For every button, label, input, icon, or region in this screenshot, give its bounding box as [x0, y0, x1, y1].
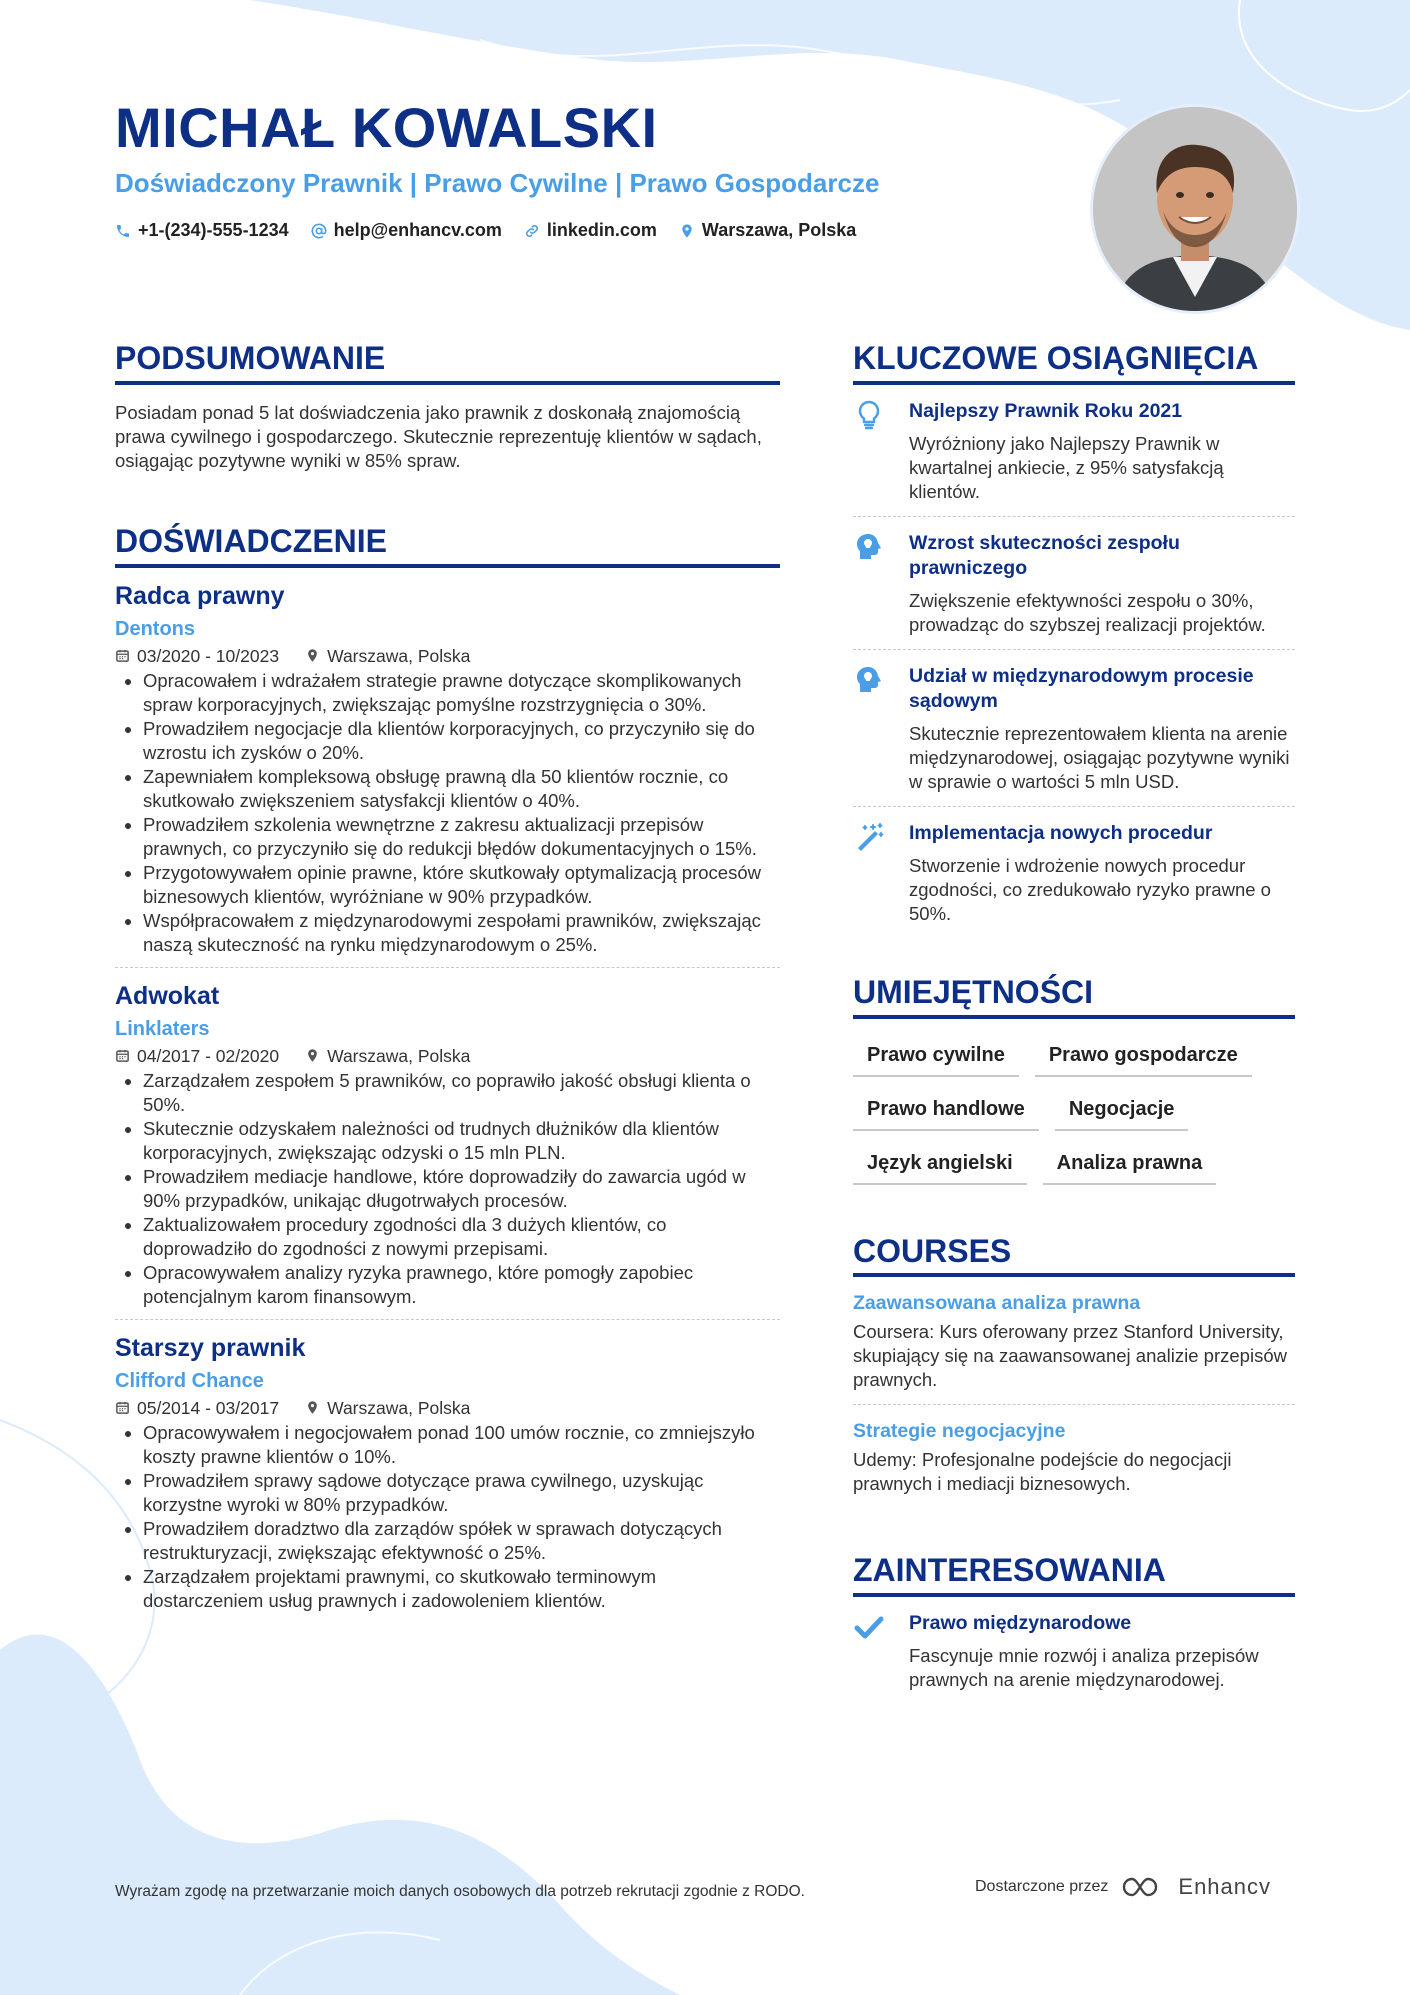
experience-title: DOŚWIADCZENIE: [115, 523, 780, 568]
contact-location: [679, 220, 856, 241]
list-item: • Opracowywałem i negocjowałem ponad 100 umów rocznie, co zmniejszyło koszty prawne klientów o 10%.: [143, 1421, 780, 1469]
list-item: • Zapewniałem kompleksową obsługę prawną dla 50 klientów rocznie, co skutkowało zwiększeniem satysfakcji klientów o 40%.: [143, 765, 780, 813]
list-item: • Zarządzałem zespołem 5 prawników, co poprawiło jakość obsługi klienta o 50%.: [143, 1069, 780, 1117]
phone-text: +1-(234)-555-1234: [138, 220, 289, 240]
interest-title: Prawo międzynarodowe: [909, 1612, 1132, 1635]
calendar-icon: [115, 1048, 130, 1063]
list-item: • Prowadziłem sprawy sądowe dotyczące prawa cywilnego, uzyskując korzystne wyroki w 80% przypadków.: [143, 1469, 780, 1517]
job-bullets: [115, 1069, 780, 1309]
achievement-item: [853, 807, 1295, 938]
list-item: • Współpracowałem z międzynarodowymi zespołami prawników, zwiększając naszą skuteczność na rynku międzynarodowym o 25%.: [143, 909, 780, 957]
courses-title: COURSES: [853, 1233, 1295, 1278]
course-desc: Udemy: Profesjonalne podejście do negocjacji prawnych i mediacji biznesowych.: [853, 1449, 1232, 1495]
achievement-title: Implementacja nowych procedur: [909, 821, 1213, 844]
interests-section: [853, 1552, 1295, 1704]
divider: [115, 1319, 780, 1320]
powered-by-label: Dostarczone przez: [975, 1878, 1109, 1895]
interest-item: [853, 1597, 1295, 1704]
skill-tag: Analiza prawna: [1043, 1143, 1217, 1185]
lightbulb-icon: [853, 399, 885, 431]
contact-linkedin[interactable]: [524, 220, 657, 241]
powered-by[interactable]: [975, 1874, 1271, 1900]
list-item: • Zaktualizowałem procedury zgodności dla 3 dużych klientów, co doprowadziło do zgodności z nowymi przepisami.: [143, 1213, 780, 1261]
phone-icon: [115, 223, 131, 239]
list-item: • Skutecznie odzyskałem należności od trudnych dłużników dla klientów korporacyjnych, zwiększając odzyski o 15 mln PLN.: [143, 1117, 780, 1165]
achievement-desc: Skutecznie reprezentowałem klienta na arenie międzynarodowej, osiągając pozytywne wyniki w sprawie o wartości 5 mln USD.: [909, 722, 1290, 792]
achievements-section: [853, 340, 1295, 938]
job-bullets: [115, 1421, 780, 1613]
head-icon: [853, 531, 885, 563]
job-dates: 03/2020 - 10/2023: [137, 645, 280, 666]
list-item: • Przygotowywałem opinie prawne, które skutkowały optymalizacją procesów biznesowych klientów, wyróżniane w 90% przypadków.: [143, 861, 780, 909]
job-dates: 05/2014 - 03/2017: [137, 1397, 280, 1418]
skills-section: [853, 974, 1295, 1185]
summary-text: Posiadam ponad 5 lat doświadczenia jako prawnik z doskonałą znajomością prawa cywilnego i gospodarczego. Skutecznie reprezentuję klientów w sądach, osiągając pozytywne wyniki w 85% spraw.: [115, 401, 762, 471]
contact-phone[interactable]: [115, 220, 289, 241]
location-text: Warszawa, Polska: [701, 220, 857, 240]
job-dates: 04/2017 - 02/2020: [137, 1045, 280, 1066]
job-entry: [115, 980, 780, 1320]
contact-bar: [115, 220, 856, 241]
headline: Doświadczony Prawnik | Prawo Cywilne | Prawo Gospodarcze: [115, 168, 880, 198]
experience-section: [115, 523, 780, 1613]
list-item: • Prowadziłem doradztwo dla zarządów spółek w sprawach dotyczących restrukturyzacji, zwiększając efektywność o 25%.: [143, 1517, 780, 1565]
job-meta: [115, 1045, 780, 1067]
left-column: [115, 340, 780, 1613]
job-location: Warszawa, Polska: [327, 645, 471, 666]
enhancv-logo-icon: [1120, 1874, 1166, 1900]
achievement-item: [853, 517, 1295, 650]
candidate-name: MICHAŁ KOWALSKI: [115, 96, 658, 159]
achievements-title: KLUCZOWE OSIĄGNIĘCIA: [853, 340, 1295, 385]
achievement-desc: Stworzenie i wdrożenie nowych procedur zgodności, co zredukowało ryzyko prawne o 50%.: [909, 854, 1271, 924]
achievement-desc: Wyróżniony jako Najlepszy Prawnik w kwartalnej ankiecie, z 95% satysfakcją klientów.: [909, 432, 1224, 502]
interests-title: ZAINTERESOWANIA: [853, 1552, 1295, 1597]
achievement-item: [853, 385, 1295, 517]
brand-name: Enhancv: [1178, 1874, 1272, 1899]
skill-tag: Negocjacje: [1055, 1089, 1189, 1131]
job-title: Radca prawny: [115, 581, 285, 610]
location-pin-icon: [305, 1400, 320, 1415]
summary-title: PODSUMOWANIE: [115, 340, 780, 385]
skill-tag: Prawo cywilne: [853, 1035, 1019, 1077]
skill-tag: Prawo handlowe: [853, 1089, 1039, 1131]
course-desc: Coursera: Kurs oferowany przez Stanford University, skupiający się na zaawansowanej analizie przepisów prawnych.: [853, 1321, 1287, 1391]
course-title: Zaawansowana analiza prawna: [853, 1292, 1141, 1315]
course-item: [853, 1405, 1295, 1508]
head-icon: [853, 664, 885, 696]
job-entry: [115, 1332, 780, 1613]
achievement-desc: Zwiększenie efektywności zespołu o 30%, prowadząc do szybszej realizacji projektów.: [909, 589, 1266, 635]
location-pin-icon: [679, 223, 695, 239]
contact-email[interactable]: [311, 220, 502, 241]
list-item: • Prowadziłem negocjacje dla klientów korporacyjnych, co przyczyniło się do wzrostu ich zysków o 20%.: [143, 717, 780, 765]
divider: [115, 967, 780, 968]
course-item: [853, 1277, 1295, 1405]
right-column: [853, 340, 1295, 1704]
list-item: • Zarządzałem projektami prawnymi, co skutkowało terminowym dostarczeniem usług prawnych i zadowoleniem klientów.: [143, 1565, 780, 1613]
email-text: help@enhancv.com: [333, 220, 502, 240]
company-name: Clifford Chance: [115, 1369, 264, 1392]
list-item: • Prowadziłem mediacje handlowe, które doprowadziły do zawarcia ugód w 90% przypadków, unikając długotrwałych procesów.: [143, 1165, 780, 1213]
job-title: Starszy prawnik: [115, 1333, 306, 1362]
skills-list: [853, 1035, 1295, 1185]
location-pin-icon: [305, 648, 320, 663]
job-location: Warszawa, Polska: [327, 1397, 471, 1418]
job-entry: [115, 580, 780, 968]
job-meta: [115, 645, 780, 667]
calendar-icon: [115, 648, 130, 663]
summary-section: [115, 340, 780, 473]
achievement-item: [853, 650, 1295, 807]
list-item: • Opracowałem i wdrażałem strategie prawne dotyczące skomplikowanych spraw korporacyjnych, zwiększając pomyślne rozstrzygnięcia o 30%.: [143, 669, 780, 717]
job-bullets: [115, 669, 780, 957]
magic-wand-icon: [853, 821, 885, 853]
job-meta: [115, 1397, 780, 1419]
calendar-icon: [115, 1400, 130, 1415]
link-icon: [524, 223, 540, 239]
achievement-title: Udział w międzynarodowym procesie sądowym: [909, 664, 1254, 712]
list-item: • Prowadziłem szkolenia wewnętrzne z zakresu aktualizacji przepisów prawnych, co przyczyniło się do redukcji błędów dokumentacyjnych o 15%.: [143, 813, 780, 861]
company-name: Linklaters: [115, 1017, 210, 1040]
skills-title: UMIEJĘTNOŚCI: [853, 974, 1295, 1019]
course-title: Strategie negocjacyjne: [853, 1420, 1066, 1443]
achievement-title: Najlepszy Prawnik Roku 2021: [909, 399, 1183, 422]
avatar: [1093, 107, 1297, 311]
checkmark-icon: [853, 1611, 885, 1643]
interest-desc: Fascynuje mnie rozwój i analiza przepisów prawnych na arenie międzynarodowej.: [909, 1645, 1259, 1691]
at-sign-icon: [311, 223, 327, 239]
linkedin-text: linkedin.com: [546, 220, 657, 240]
job-location: Warszawa, Polska: [327, 1045, 471, 1066]
skill-tag: Prawo gospodarcze: [1035, 1035, 1252, 1077]
profile-photo: [1090, 104, 1300, 314]
consent-text: Wyrażam zgodę na przetwarzanie moich danych osobowych dla potrzeb rekrutacji zgodnie z RODO.: [115, 1883, 805, 1900]
achievement-title: Wzrost skuteczności zespołu prawniczego: [909, 531, 1180, 579]
list-item: • Opracowywałem analizy ryzyka prawnego, które pomogły zapobiec potencjalnym karom finansowym.: [143, 1261, 780, 1309]
location-pin-icon: [305, 1048, 320, 1063]
skill-tag: Język angielski: [853, 1143, 1027, 1185]
job-title: Adwokat: [115, 981, 220, 1010]
courses-section: [853, 1233, 1295, 1509]
company-name: Dentons: [115, 617, 195, 640]
